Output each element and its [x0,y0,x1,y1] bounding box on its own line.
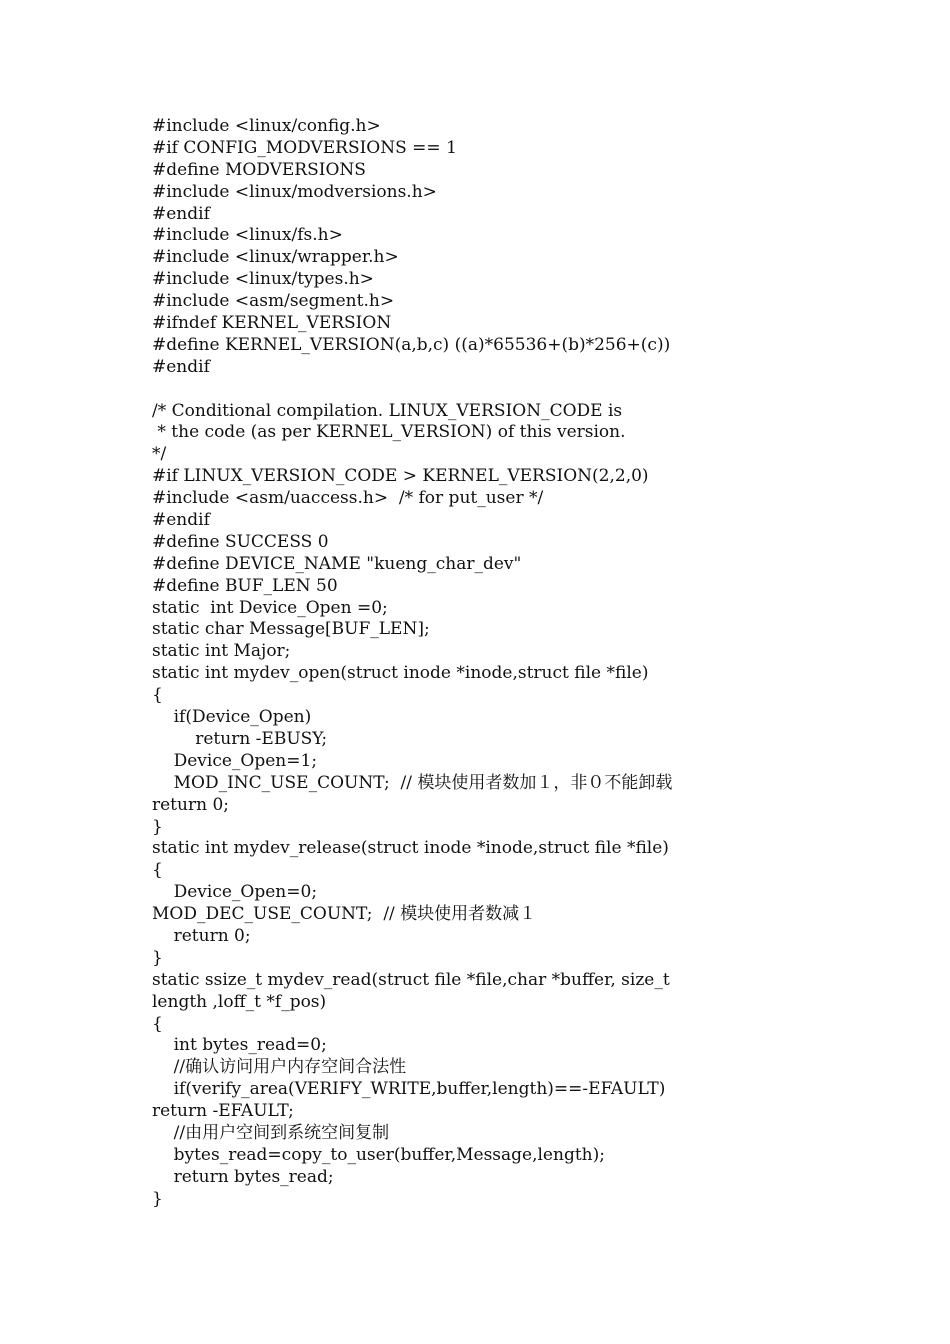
code-line: #endif [152,510,210,531]
code-listing [152,116,912,1211]
code-line: return bytes_read; [152,1166,334,1187]
code-line: } [152,816,163,837]
code-line: */ [152,444,167,465]
code-line: #include <asm/segment.h> [152,291,395,312]
code-line: int bytes_read=0; [152,1035,327,1056]
code-line: #endif [152,203,210,224]
code-line: static ssize_t mydev_read(struct file *file,char *buffer, size_t [152,969,670,990]
code-line: if(Device_Open) [152,707,312,728]
code-line: #endif [152,356,210,377]
code-line: #include <asm/uaccess.h> /* for put_user */ [152,488,544,509]
code-line: #define DEVICE_NAME "kueng_char_dev" [152,553,522,574]
code-line: return -EFAULT; [152,1101,294,1122]
code-line: if(verify_area(VERIFY_WRITE,buffer,length)==-EFAULT) [152,1079,666,1100]
code-line: #define KERNEL_VERSION(a,b,c) ((a)*65536+(b)*256+(c)) [152,334,671,355]
code-line: return 0; [152,794,229,815]
code-line: return -EBUSY; [152,728,328,749]
code-line: } [152,1188,163,1209]
code-line: //由用户空间到系统空间复制 [152,1122,390,1143]
code-line: #include <linux/modversions.h> [152,181,437,202]
code-line: static int Major; [152,641,291,662]
code-line: { [152,1013,163,1034]
code-line: { [152,685,163,706]
code-line: #define BUF_LEN 50 [152,575,338,596]
code-line: #include <linux/wrapper.h> [152,247,399,268]
code-line: static int mydev_release(struct inode *inode,struct file *file) [152,838,669,859]
code-line: #include <linux/types.h> [152,269,374,290]
code-line: MOD_DEC_USE_COUNT; // 模块使用者数减１ [152,904,537,925]
code-line: Device_Open=0; [152,882,318,903]
code-line: #ifndef KERNEL_VERSION [152,313,392,334]
code-line: return 0; [152,925,251,946]
code-line: #define MODVERSIONS [152,159,366,180]
code-line [152,379,912,401]
code-line: Device_Open=1; [152,750,318,771]
code-line: #define SUCCESS 0 [152,531,329,552]
code-line: MOD_INC_USE_COUNT; // 模块使用者数加１，非０不能卸载 [152,772,673,793]
code-line: static int mydev_open(struct inode *inode,struct file *file) [152,663,649,684]
code-line: static char Message[BUF_LEN]; [152,619,430,640]
code-line: * the code (as per KERNEL_VERSION) of this version. [152,422,626,443]
code-line: //确认访问用户内存空间合法性 [152,1057,407,1078]
code-line: static int Device_Open =0; [152,597,388,618]
code-line: } [152,947,163,968]
code-line: length ,loff_t *f_pos) [152,991,327,1012]
code-line: bytes_read=copy_to_user(buffer,Message,length); [152,1144,605,1165]
code-line: #if CONFIG_MODVERSIONS == 1 [152,137,457,158]
code-line: { [152,860,163,881]
code-line: #include <linux/fs.h> [152,225,343,246]
code-line: /* Conditional compilation. LINUX_VERSION_CODE is [152,400,623,421]
code-line: #include <linux/config.h> [152,116,381,136]
code-line: #if LINUX_VERSION_CODE > KERNEL_VERSION(2,2,0) [152,466,649,487]
